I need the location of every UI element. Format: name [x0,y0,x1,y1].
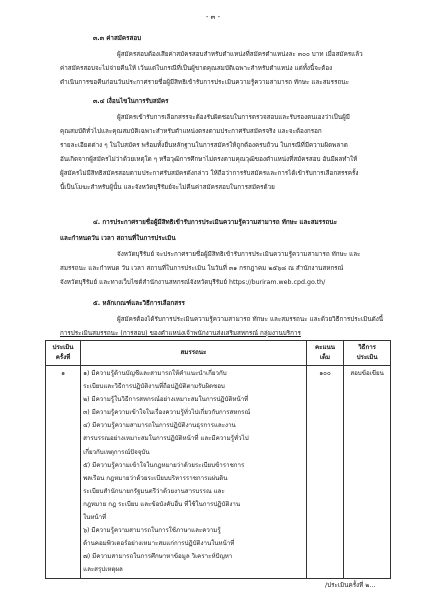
table-row [46,366,391,579]
cell-full-score: ๑๐๐ [306,366,343,579]
section-3-3-text: ผู้สมัครสอบต้องเสียค่าสมัครสอบสำหรับตำแหน่งที่สมัครตำแหน่งละ ๓๐๐ บาท เมื่อสมัครแล้ว [117,51,363,58]
cell-method: สอบข้อเขียน [344,366,391,579]
section-3-4-heading: ๓.๔ เงื่อนไขในการรับสมัคร [93,98,169,105]
section-3-4-text: รายละเอียดต่าง ๆ ในใบสมัคร พร้อมทั้งยื่นหลักฐานในการสมัครให้ถูกต้องครบถ้วน ในกรณีที่มีความผิดพลาด [60,142,348,149]
section-3-4-text: ผู้สมัครไม่มีสิทธิสมัครสอบตามประกาศรับสมัครดังกล่าว ให้ถือว่าการรับสมัครและการได้เข้ารับการเลือกสรรครั้ง [60,170,359,177]
section-4-text: จังหวัดบุรีรัมย์ จะประกาศรายชื่อผู้มีสิทธิเข้ารับการประเมินความรู้ความสามารถ ทักษะ และ [117,251,361,258]
cell-round: ๑ [46,366,81,579]
section-4-heading-cont: และกำหนดวัน เวลา สถานที่ในการประเมิน [60,235,176,242]
section-4-heading: ๔. การประกาศรายชื่อผู้มีสิทธิเข้ารับการประเมินความรู้ความสามารถ ทักษะ และสมรรถนะ [93,219,337,226]
header-method: วิธีการ ประเมิน [344,341,391,366]
section-5-underlined-text: การประเมินสมรรถนะ (การสอบ) ของตำแหน่งเจ้าพนักงานส่งเสริมสหกรณ์ กลุ่มงานบริการ [60,330,301,337]
section-3-4-text: คุณสมบัติทั่วไปและคุณสมบัติเฉพาะสำหรับตำแหน่งตรงตามประกาศรับสมัครจริง และจะต้องกรอก [60,128,322,135]
section-4-text: สมรรถนะ และกำหนด วัน เวลา สถานที่ในการประเมิน ในวันที่ ๓๑ กรกฎาคม ๒๕๖๘ ณ สำนักงานสหกรณ์ [60,265,344,272]
criteria-table [45,340,391,579]
page-number: - ๓ - [205,13,221,21]
header-full-score: คะแนน เต็ม [306,341,343,366]
section-3-3-text: ดำเนินการขอคืนก่อนวันประกาศรายชื่อผู้มีสิทธิเข้ารับการประเมินความรู้ความสามารถ ทักษะ และสมรรถนะ [60,79,349,86]
section-5-text: ผู้สมัครต้องได้รับการประเมินความรู้ความสามารถ ทักษะ และสมรรถนะ และด้วยวิธีการประเมินดังนี้ [117,316,384,323]
table-header-row [46,341,391,366]
section-3-4-text: ผู้สมัครเข้ารับการเลือกสรรจะต้องรับผิดชอบในการตรวจสอบและรับรองตนเองว่าเป็นผู้มี [117,114,350,121]
section-3-3-text: ค่าสมัครสอบจะไม่จ่ายคืนให้ เว้นแต่ในกรณีที่เป็นผู้ขาดคุณสมบัติเฉพาะสำหรับตำแหน่ง แต่ทั้งนี้จะต้อง [60,65,333,72]
section-4-text: จังหวัดบุรีรัมย์ และทางเว็บไซต์สำนักงานสหกรณ์จังหวัดบุรีรัมย์ https://buriram.web.cpd.go.th/ [60,279,326,286]
section-5-heading: ๕. หลักเกณฑ์และวิธีการเลือกสรร [93,300,185,307]
header-round: ประเมิน ครั้งที่ [46,341,81,366]
section-3-3-heading: ๓.๓ ค่าสมัครสอบ [93,35,142,42]
cell-competency: ๑) มีความรู้ด้านบัญชีและสามารถให้คำแนะนำเกี่ยวกับ ระเบียบและวิธีการปฏิบัติงานที่ถือปฏิบัติตามรับผิดชอบ ๒) มีความรู้ในวิธีการสหกรณ์อย่างเหมาะสมในการปฏิบัติหน้าที่ ๓) มีความรู้ความเข้าใจในเรื่องความรู้ทั่วไปเกี่ยวกับการสหกรณ์ ๔) มีความรู้ความสามารถในการปฏิบัติงานธุรการและงาน สารบรรณอย่างเหมาะสมในการปฏิบัติหน้าที่ และมีความรู้ทั่วไป เกี่ยวกับเหตุการณ์ปัจจุบัน ๕) มีความรู้ความเข้าใจในกฎหมายว่าด้วยระเบียบข้าราชการ พลเรือน กฎหมายว่าด้วยระเบียบบริหารราชการแผ่นดิน ระเบียบสำนักนายกรัฐมนตรีว่าด้วยงานสารบรรณ และ กฎหมาย กฎ ระเบียบ และข้อบังคับอื่น ที่ใช้ในการปฏิบัติงาน ในหน้าที่ ๖) มีความรู้ความสามารถในการใช้ภาษาและความรู้ ด้านคอมพิวเตอร์อย่างเหมาะสมแก่การปฏิบัติงานในหน้าที่ ๗) มีความสามารถในการศึกษาหาข้อมูล วิเคราะห์ปัญหา และสรุปเหตุผล [81,366,307,579]
section-3-4-text: อันเกิดจากผู้สมัครไม่ว่าด้วยเหตุใด ๆ หรือวุฒิการศึกษาไม่ตรงตามคุณวุฒิของตำแหน่งที่สมัครสอบ อันมีผลทำให้ [60,156,358,163]
header-competency: สมรรถนะ [81,341,307,366]
section-3-4-text: นี้เป็นโมฆะสำหรับผู้นั้น และจังหวัดบุรีรัมย์จะไม่คืนค่าสมัครสอบในการสมัครด้วย [60,184,275,191]
continuation-note: /ประเมินครั้งที่ ๒... [325,582,376,589]
